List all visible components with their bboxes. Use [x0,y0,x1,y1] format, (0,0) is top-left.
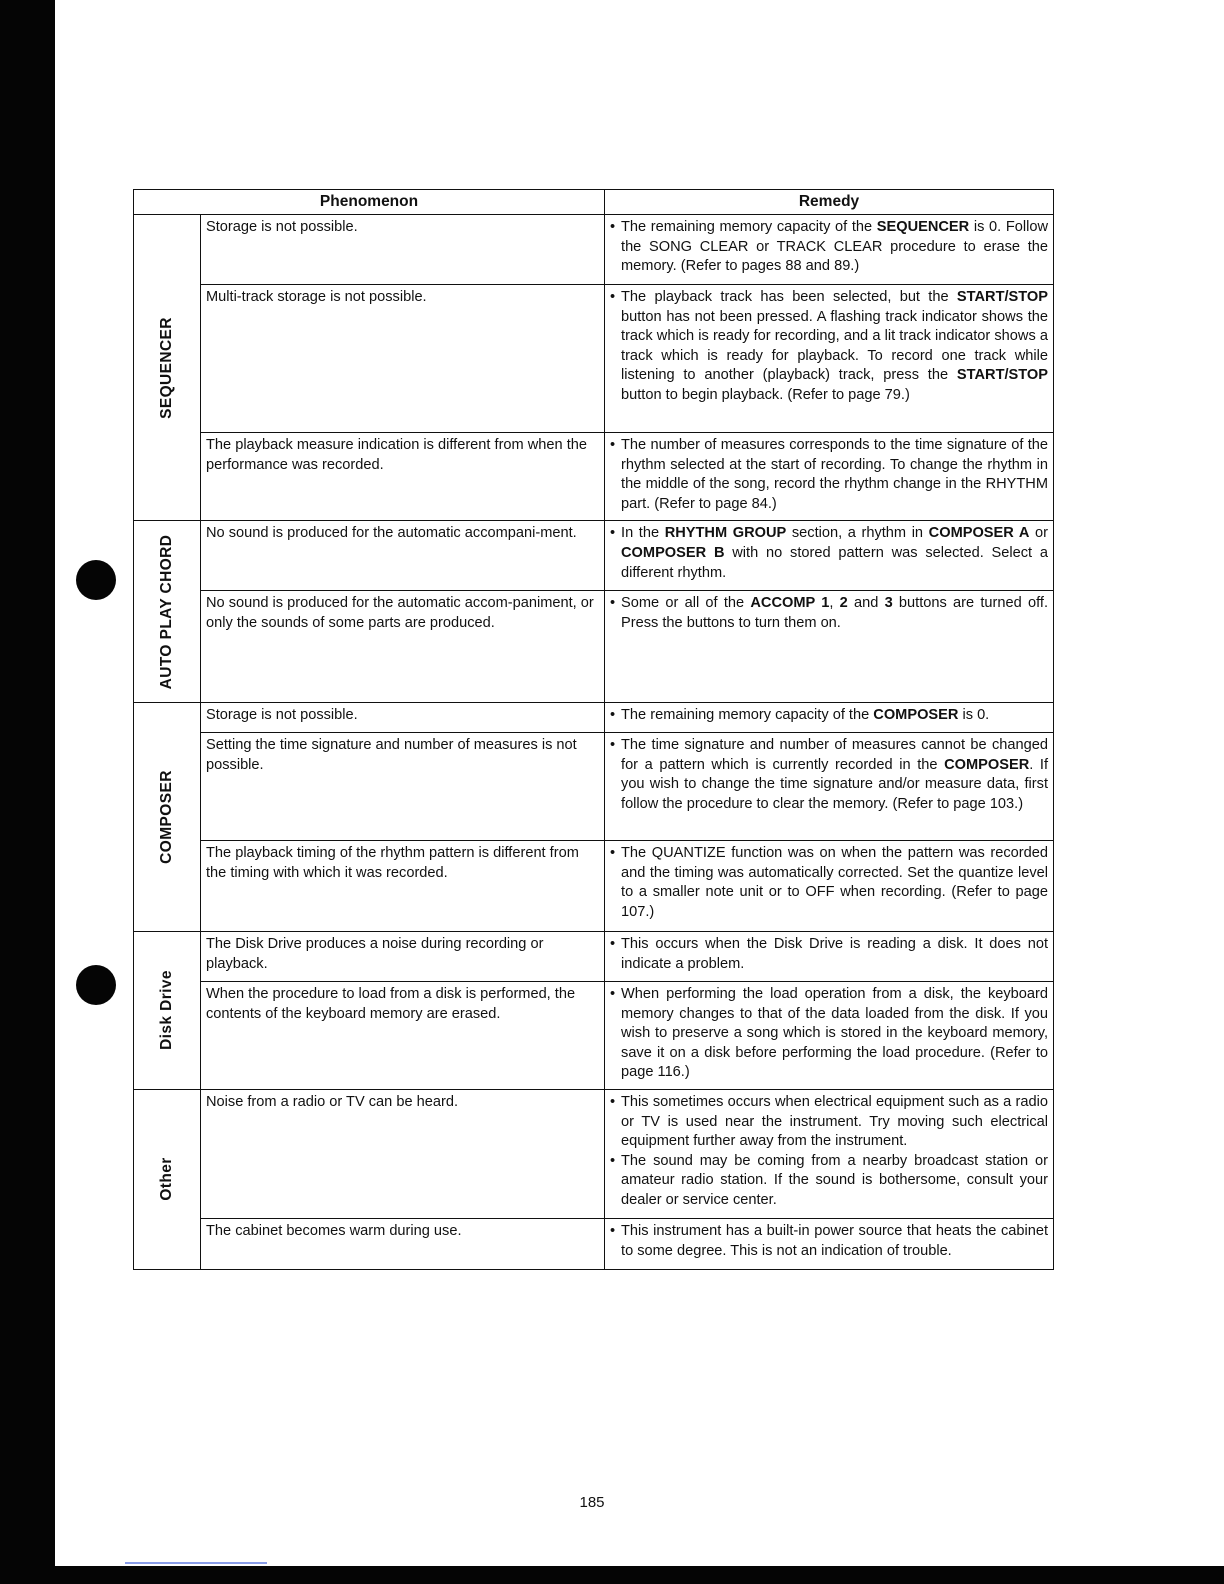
remedy-bold-term: START/STOP [956,367,1049,384]
bullet-icon: • [610,707,616,724]
remedy-cell [605,433,1054,521]
remedy-cell [605,521,1054,591]
remedy-text [621,218,1048,277]
remedy-text-segment: button to begin playback. (Refer to page 79.) [621,386,910,403]
remedy-text [621,524,1048,583]
remedy-text [621,1152,1048,1211]
table-row [134,591,1054,703]
remedy-text [621,844,1048,922]
remedy-cell [605,591,1054,703]
phenomenon-cell: When the procedure to load from a disk is performed, the contents of the keyboard memory are erased. [201,981,605,1089]
remedy-text-segment: The time signature and number of measures cannot be changed for a pattern which is currently recorded in the [621,736,1049,773]
remedy-text-segment: is 0. [958,707,990,724]
category-cell [134,703,201,932]
remedy-text [621,594,1048,633]
remedy-bold-term: COMPOSER B [621,544,725,561]
remedy-bold-term: COMPOSER [873,707,959,724]
table-row [134,433,1054,521]
remedy-bullet [610,736,1048,814]
remedy-text-segment: When performing the load operation from a disk, the keyboard memory changes to that of the data loaded from the disk. If you wish to preserve a song which is stored in the keyboard memory, save it on a disk before performing the load procedure. (Refer to page 116.) [621,985,1049,1081]
scan-mark [125,1562,267,1564]
page-number: 185 [579,1494,605,1511]
remedy-bold-term: 3 [884,595,893,612]
remedy-cell [605,703,1054,733]
remedy-text [621,736,1048,814]
scan-edge-left [0,0,55,1584]
table-row [134,840,1054,931]
phenomenon-cell: Storage is not possible. [201,215,605,285]
remedy-bullet [610,524,1048,583]
phenomenon-cell: The Disk Drive produces a noise during recording or playback. [201,931,605,981]
category-cell [134,931,201,1089]
bullet-icon: • [610,1093,616,1110]
remedy-text [621,436,1048,514]
remedy-text [621,1222,1048,1261]
phenomenon-cell: No sound is produced for the automatic accom-paniment, or only the sounds of some parts are produced. [201,591,605,703]
troubleshooting-table [133,189,1054,1270]
category-label: AUTO PLAY CHORD [158,534,176,690]
bullet-icon: • [610,219,616,235]
remedy-cell [605,285,1054,433]
table-row [134,285,1054,433]
remedy-text-segment: is 0. Follow the SONG CLEAR or TRACK CLEAR procedure to erase the memory. (Refer to pages 88 and 89.) [621,219,1049,275]
remedy-text-segment: The sound may be coming from a nearby broadcast station or amateur radio station. If the sound is bothersome, consult your dealer or service center. [621,1152,1049,1208]
remedy-cell [605,981,1054,1089]
phenomenon-cell: Multi-track storage is not possible. [201,285,605,433]
table-row [134,1089,1054,1218]
remedy-text-segment: This instrument has a built-in power source that heats the cabinet to some degree. This is not an indication of trouble. [621,1222,1049,1259]
remedy-cell [605,732,1054,840]
remedy-text-segment: The remaining memory capacity of the [621,219,877,235]
phenomenon-header: Phenomenon [134,190,605,215]
table-row [134,521,1054,591]
remedy-text-segment: , [829,595,840,612]
remedy-cell [605,1218,1054,1269]
remedy-bold-term: START/STOP [956,289,1049,305]
category-label: Other [158,1157,176,1202]
remedy-header: Remedy [605,190,1054,215]
table-header-row [134,190,1054,215]
remedy-text-segment: or [1029,525,1049,542]
remedy-cell [605,1089,1054,1218]
remedy-text-segment: section, a rhythm in [786,525,929,542]
scan-edge-bottom [55,1566,1224,1584]
remedy-bullet [610,935,1048,974]
table-row [134,931,1054,981]
remedy-bullet [610,1152,1048,1211]
remedy-cell [605,215,1054,285]
remedy-bullet [610,1222,1048,1261]
category-label: Disk Drive [158,970,176,1051]
remedy-text [621,935,1048,974]
table-row [134,1218,1054,1269]
remedy-bold-term: RHYTHM GROUP [664,525,787,542]
remedy-bold-term: 2 [839,595,848,612]
remedy-text [621,1093,1048,1152]
remedy-bold-term: ACCOMP 1 [750,595,830,612]
bullet-icon: • [610,525,616,542]
phenomenon-cell: Storage is not possible. [201,703,605,733]
table-row [134,981,1054,1089]
remedy-bullet [610,706,1048,726]
remedy-bullet [610,218,1048,277]
remedy-text-segment: The number of measures corresponds to the time signature of the rhythm selected at the start of recording. To change the rhythm in the middle of the song, record the rhythm change in the RHYTHM part. (Refer to page 84.) [621,437,1049,512]
remedy-text-segment: button has not been pressed. A flashing track indicator shows the track which is ready for recording, and a lit track indicator shows a track which is ready for playback. To record one track while listening to another (playback) track, press the [621,308,1049,384]
remedy-cell [605,931,1054,981]
remedy-text-segment: and [847,595,885,612]
bullet-icon: • [610,935,616,952]
remedy-cell [605,840,1054,931]
phenomenon-cell: No sound is produced for the automatic accompani-ment. [201,521,605,591]
bullet-icon: • [610,844,616,861]
category-cell [134,521,201,703]
phenomenon-cell: The playback measure indication is different from when the performance was recorded. [201,433,605,521]
bullet-icon: • [610,736,616,753]
remedy-bullet [610,844,1048,922]
remedy-text [621,288,1048,406]
remedy-text-segment: with no stored pattern was selected. Select a different rhythm. [621,544,1049,581]
remedy-bold-term: COMPOSER [944,756,1030,773]
remedy-text-segment: The remaining memory capacity of the [621,707,874,724]
remedy-bullet [610,288,1048,406]
remedy-text [621,706,1048,726]
table-row [134,703,1054,733]
remedy-text-segment: Some or all of the [621,595,751,612]
remedy-bullet [610,1093,1048,1152]
remedy-text-segment: . If you wish to change the time signature and/or measure data, first follow the procedure to clear the memory. (Refer to page 103.) [621,756,1049,812]
remedy-text-segment: In the [621,525,665,542]
bullet-icon: • [610,595,616,612]
remedy-text-segment: The QUANTIZE function was on when the pattern was recorded and the timing was automatically corrected. Set the quantize level to a smaller note unit or to OFF when recording. (Refer to page 107.) [621,844,1049,920]
phenomenon-cell: Setting the time signature and number of measures is not possible. [201,732,605,840]
table-row [134,215,1054,285]
bullet-icon: • [610,289,616,305]
category-label: COMPOSER [158,770,176,864]
remedy-text-segment: The playback track has been selected, but the [621,289,957,305]
remedy-bold-term: COMPOSER A [928,525,1030,542]
category-cell [134,1089,201,1269]
table-body [134,215,1054,1270]
phenomenon-cell: The playback timing of the rhythm pattern is different from the timing with which it was recorded. [201,840,605,931]
bullet-icon: • [610,1152,616,1169]
remedy-text-segment: buttons are turned off. Press the buttons to turn them on. [621,595,1048,631]
punch-hole [76,560,116,600]
bullet-icon: • [610,1222,616,1239]
table-row [134,732,1054,840]
phenomenon-cell: Noise from a radio or TV can be heard. [201,1089,605,1218]
category-label: SEQUENCER [158,316,176,419]
remedy-bold-term: SEQUENCER [876,219,970,235]
bullet-icon: • [610,437,616,453]
bullet-icon: • [610,985,616,1002]
punch-hole [76,965,116,1005]
remedy-text-segment: This occurs when the Disk Drive is reading a disk. It does not indicate a problem. [621,935,1049,972]
category-cell [134,215,201,521]
phenomenon-cell: The cabinet becomes warm during use. [201,1218,605,1269]
remedy-bullet [610,594,1048,633]
remedy-bullet [610,985,1048,1083]
remedy-text [621,985,1048,1083]
remedy-bullet [610,436,1048,514]
remedy-text-segment: This sometimes occurs when electrical equipment such as a radio or TV is used near the instrument. Try moving such electrical equipment further away from the instrument. [621,1093,1049,1150]
